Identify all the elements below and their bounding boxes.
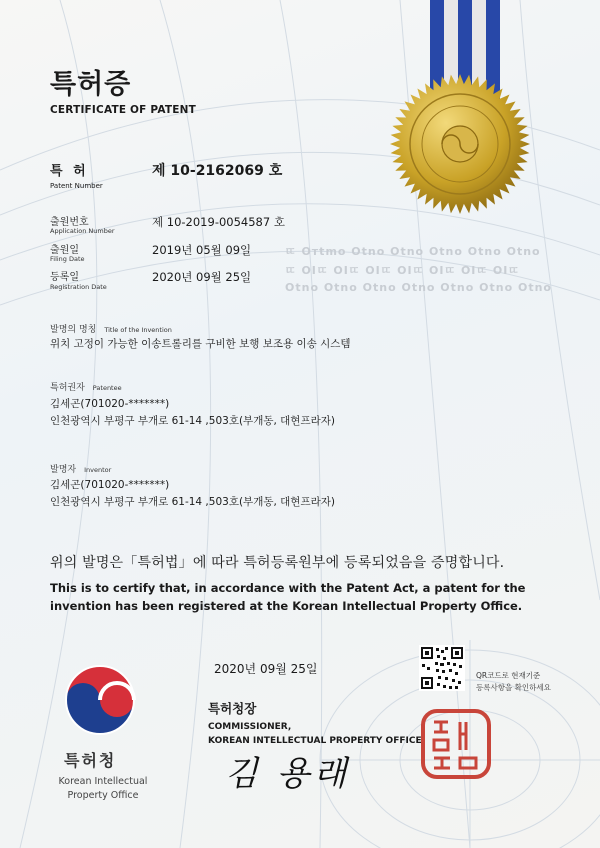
commissioner-signature: 김 용래 bbox=[225, 754, 351, 794]
invention-title-label-en: Title of the Invention bbox=[104, 326, 172, 334]
certificate-title: 특허증 bbox=[50, 69, 132, 100]
inventor-label-en: Inventor bbox=[84, 466, 112, 474]
inventor-label-ko: 발명자 bbox=[50, 465, 77, 475]
gold-seal-icon bbox=[388, 72, 532, 216]
commissioner-title: 특허청장 bbox=[208, 701, 257, 716]
registration-date-label: 등록일 bbox=[50, 272, 79, 283]
faint-watermark-row: ㄸ OIㄸ OIㄸ OIㄸ OIㄸ OIㄸ OIㄸ OIㄸ bbox=[285, 264, 520, 277]
kipo-name-en-line1: Korean Intellectual bbox=[58, 776, 148, 787]
application-number-value: 제 10-2019-0054587 호 bbox=[152, 215, 285, 229]
qr-code-icon bbox=[419, 645, 465, 691]
faint-watermark-row: ㄸ Oтtmo Otnо Otno Otnо Otno Otno bbox=[285, 245, 541, 258]
patentee-label bbox=[50, 380, 122, 393]
kipo-name-en-line2: Property Office bbox=[67, 790, 139, 801]
application-number-label: 출원번호 bbox=[50, 217, 89, 228]
application-number-label-en: Application Number bbox=[50, 227, 115, 235]
inventor-address: 인천광역시 부평구 부개로 61-14 ,503호(부개동, 대현프라자) bbox=[50, 496, 335, 508]
certificate-subtitle: CERTIFICATE OF PATENT bbox=[50, 104, 196, 116]
inventor-name: 김세곤(701020-*******) bbox=[50, 479, 170, 491]
patent-number-label-en: Patent Number bbox=[50, 182, 103, 190]
issue-date: 2020년 09월 25일 bbox=[214, 662, 318, 676]
filing-date-value: 2019년 05월 09일 bbox=[152, 243, 252, 257]
filing-date-label: 출원일 bbox=[50, 245, 79, 256]
registration-date-value: 2020년 09월 25일 bbox=[152, 270, 252, 284]
filing-date-label-en: Filing Date bbox=[50, 255, 85, 263]
patentee-label-en: Patentee bbox=[92, 384, 122, 392]
patentee-name: 김세곤(701020-*******) bbox=[50, 398, 170, 410]
certification-statement-en-line1: This is to certify that, in accordance with the Patent Act, a patent for the bbox=[50, 581, 526, 595]
faint-watermark-row: Otnо Otno Otnо Otno Otno Otnо Otno bbox=[285, 281, 552, 294]
kipo-logo-icon bbox=[60, 660, 140, 740]
certification-statement-ko: 위의 발명은「특허법」에 따라 특허등록원부에 등록되었음을 증명합니다. bbox=[50, 555, 505, 571]
kipo-name-ko: 특허청 bbox=[64, 751, 117, 770]
commissioner-title-en-line2: KOREAN INTELLECTUAL PROPERTY OFFICE bbox=[208, 736, 422, 746]
patentee-address: 인천광역시 부평구 부개로 61-14 ,503호(부개동, 대현프라자) bbox=[50, 415, 335, 427]
patentee-label-ko: 특허권자 bbox=[50, 383, 85, 393]
inventor-label bbox=[50, 462, 111, 475]
official-stamp-icon bbox=[420, 708, 492, 780]
certification-statement-en-line2: invention has been registered at the Korean Intellectual Property Office. bbox=[50, 599, 523, 613]
commissioner-title-en-line1: COMMISSIONER, bbox=[208, 722, 292, 732]
qr-note-line1: QR코드로 현재기준 bbox=[476, 671, 541, 680]
invention-title-label bbox=[50, 322, 172, 335]
patent-number-value: 제 10-2162069 호 bbox=[152, 163, 283, 179]
registration-date-label-en: Registration Date bbox=[50, 283, 107, 291]
invention-title-value: 위치 고정이 가능한 이송트롤리를 구비한 보행 보조용 이송 시스템 bbox=[50, 338, 351, 350]
qr-note-line2: 등록사항을 확인하세요 bbox=[476, 683, 551, 692]
patent-number-label: 특 허 bbox=[50, 164, 89, 179]
invention-title-label-ko: 발명의 명칭 bbox=[50, 325, 97, 335]
